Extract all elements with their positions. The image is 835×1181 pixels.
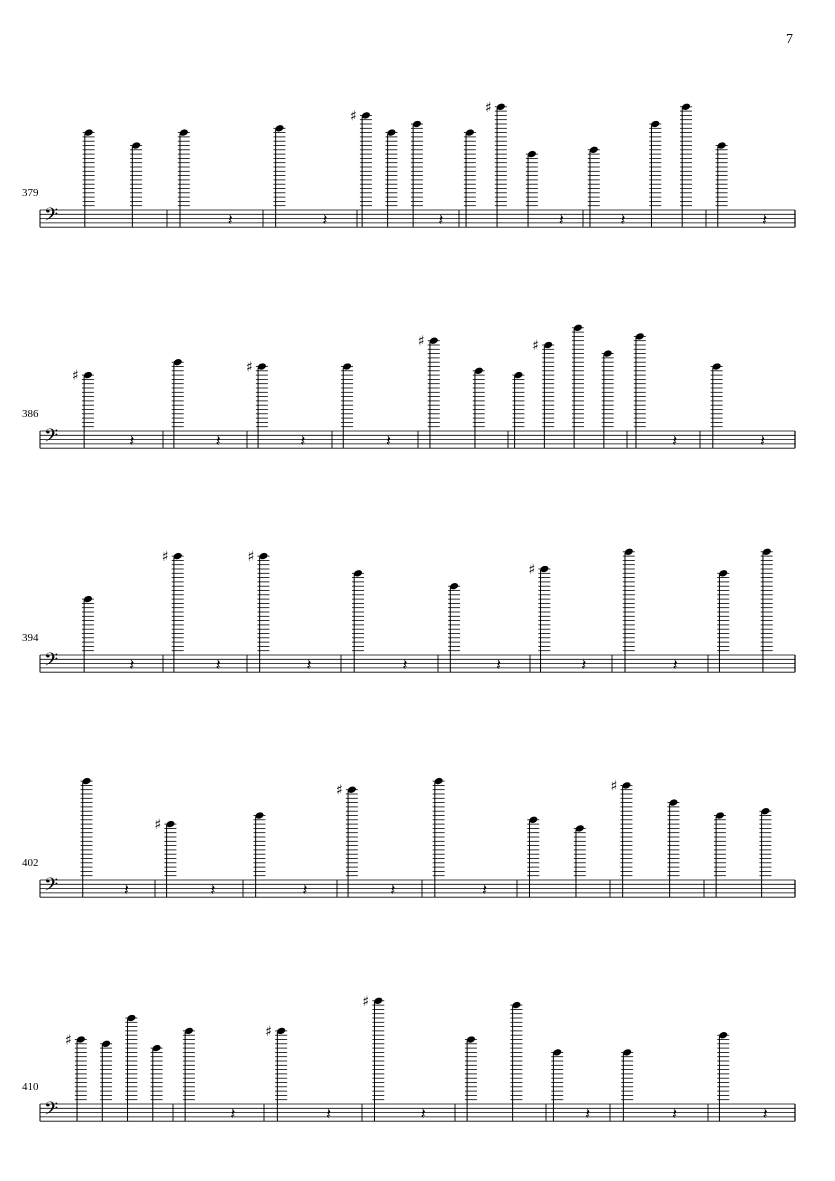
note bbox=[572, 324, 584, 449]
note bbox=[512, 371, 524, 448]
note bbox=[717, 569, 729, 672]
note bbox=[100, 1040, 112, 1122]
note bbox=[247, 549, 269, 672]
sharp-icon: ♯ bbox=[265, 1023, 272, 1040]
quarter-rest-icon: 𝄽 bbox=[227, 210, 233, 229]
quarter-rest-icon: 𝄽 bbox=[124, 880, 129, 899]
bass-clef-icon: 𝄢 bbox=[44, 875, 59, 900]
note bbox=[574, 824, 586, 897]
note bbox=[623, 548, 635, 673]
quarter-rest-icon: 𝄽 bbox=[129, 431, 135, 450]
note bbox=[621, 1048, 633, 1121]
quarter-rest-icon: 𝄽 bbox=[210, 880, 216, 899]
quarter-rest-icon: 𝄽 bbox=[760, 431, 766, 450]
quarter-rest-icon: 𝄽 bbox=[215, 655, 221, 674]
note bbox=[464, 128, 476, 227]
note bbox=[528, 562, 550, 672]
sharp-icon: ♯ bbox=[71, 368, 79, 385]
note bbox=[81, 777, 93, 897]
bass-clef-icon: 𝄢 bbox=[44, 426, 59, 451]
note bbox=[125, 1014, 137, 1121]
quarter-rest-icon: 𝄽 bbox=[438, 210, 444, 229]
system-394 bbox=[22, 548, 795, 675]
bass-clef-icon: 𝄢 bbox=[44, 1099, 59, 1124]
note bbox=[551, 1048, 563, 1121]
note bbox=[667, 798, 679, 897]
quarter-rest-icon: 𝄽 bbox=[762, 210, 767, 229]
note bbox=[183, 1027, 195, 1122]
note bbox=[588, 146, 600, 228]
quarter-rest-icon: 𝄽 bbox=[496, 655, 502, 674]
quarter-rest-icon: 𝄽 bbox=[482, 880, 488, 899]
note bbox=[602, 349, 614, 448]
measure-number: 394 bbox=[22, 632, 39, 644]
quarter-rest-icon: 𝄽 bbox=[402, 655, 408, 674]
sharp-icon: ♯ bbox=[349, 108, 357, 125]
quarter-rest-icon: 𝄽 bbox=[302, 880, 308, 899]
note bbox=[532, 338, 554, 448]
system-386 bbox=[22, 324, 795, 451]
note bbox=[485, 100, 507, 227]
note bbox=[72, 368, 94, 448]
quarter-rest-icon: 𝄽 bbox=[230, 1104, 236, 1123]
bass-clef-icon: 𝄢 bbox=[44, 205, 59, 230]
quarter-rest-icon: 𝄽 bbox=[420, 1104, 426, 1123]
note bbox=[172, 358, 184, 448]
note bbox=[649, 120, 661, 227]
measure-number: 410 bbox=[22, 1081, 39, 1093]
systems bbox=[22, 100, 795, 1124]
system-410 bbox=[22, 994, 795, 1124]
quarter-rest-icon: 𝄽 bbox=[215, 431, 221, 450]
note bbox=[761, 548, 773, 673]
quarter-rest-icon: 𝄽 bbox=[322, 210, 328, 229]
measure-number: 379 bbox=[22, 187, 39, 199]
sharp-icon: ♯ bbox=[610, 778, 618, 795]
note bbox=[411, 120, 423, 227]
sharp-icon: ♯ bbox=[245, 359, 253, 376]
note bbox=[83, 128, 95, 227]
sharp-icon: ♯ bbox=[335, 782, 343, 799]
quarter-rest-icon: 𝄽 bbox=[762, 1104, 768, 1123]
note bbox=[154, 817, 176, 897]
quarter-rest-icon: 𝄽 bbox=[326, 1104, 332, 1123]
sharp-icon: ♯ bbox=[484, 99, 492, 116]
sharp-icon: ♯ bbox=[247, 549, 255, 566]
note bbox=[246, 360, 268, 449]
quarter-rest-icon: 𝄽 bbox=[672, 431, 678, 450]
sharp-icon: ♯ bbox=[417, 333, 425, 350]
note bbox=[385, 128, 397, 227]
note bbox=[510, 1001, 522, 1121]
sharp-icon: ♯ bbox=[532, 338, 539, 354]
note bbox=[526, 150, 538, 227]
note bbox=[527, 816, 539, 898]
page-number: 7 bbox=[786, 32, 793, 47]
quarter-rest-icon: 𝄽 bbox=[386, 431, 391, 450]
measure-number: 386 bbox=[22, 408, 39, 420]
quarter-rest-icon: 𝄽 bbox=[672, 655, 678, 674]
quarter-rest-icon: 𝄽 bbox=[581, 655, 587, 674]
sharp-icon: ♯ bbox=[161, 549, 169, 566]
note bbox=[433, 777, 445, 897]
note bbox=[82, 595, 94, 672]
note bbox=[151, 1044, 163, 1121]
quarter-rest-icon: 𝄽 bbox=[672, 1104, 678, 1123]
note bbox=[473, 367, 485, 449]
bass-clef-icon: 𝄢 bbox=[44, 650, 59, 675]
quarter-rest-icon: 𝄽 bbox=[129, 655, 135, 674]
system-379 bbox=[22, 100, 795, 230]
note bbox=[162, 549, 184, 672]
quarter-rest-icon: 𝄽 bbox=[390, 880, 396, 899]
sharp-icon: ♯ bbox=[154, 817, 162, 834]
system-402 bbox=[22, 777, 795, 900]
measure-number: 402 bbox=[22, 857, 39, 869]
note bbox=[350, 108, 372, 227]
note bbox=[178, 128, 190, 227]
note bbox=[273, 124, 285, 227]
note bbox=[65, 1033, 87, 1122]
note bbox=[759, 807, 771, 897]
quarter-rest-icon: 𝄽 bbox=[585, 1104, 591, 1123]
quarter-rest-icon: 𝄽 bbox=[300, 431, 306, 450]
quarter-rest-icon: 𝄽 bbox=[306, 655, 312, 674]
sharp-icon: ♯ bbox=[362, 993, 370, 1010]
note bbox=[362, 994, 384, 1121]
note bbox=[265, 1024, 287, 1121]
note bbox=[680, 103, 692, 228]
sharp-icon: ♯ bbox=[64, 1032, 72, 1049]
quarter-rest-icon: 𝄽 bbox=[620, 210, 626, 229]
note bbox=[448, 582, 460, 672]
note bbox=[610, 778, 632, 897]
sharp-icon: ♯ bbox=[528, 562, 536, 578]
quarter-rest-icon: 𝄽 bbox=[558, 210, 564, 229]
note bbox=[352, 569, 364, 672]
note bbox=[717, 1031, 729, 1121]
